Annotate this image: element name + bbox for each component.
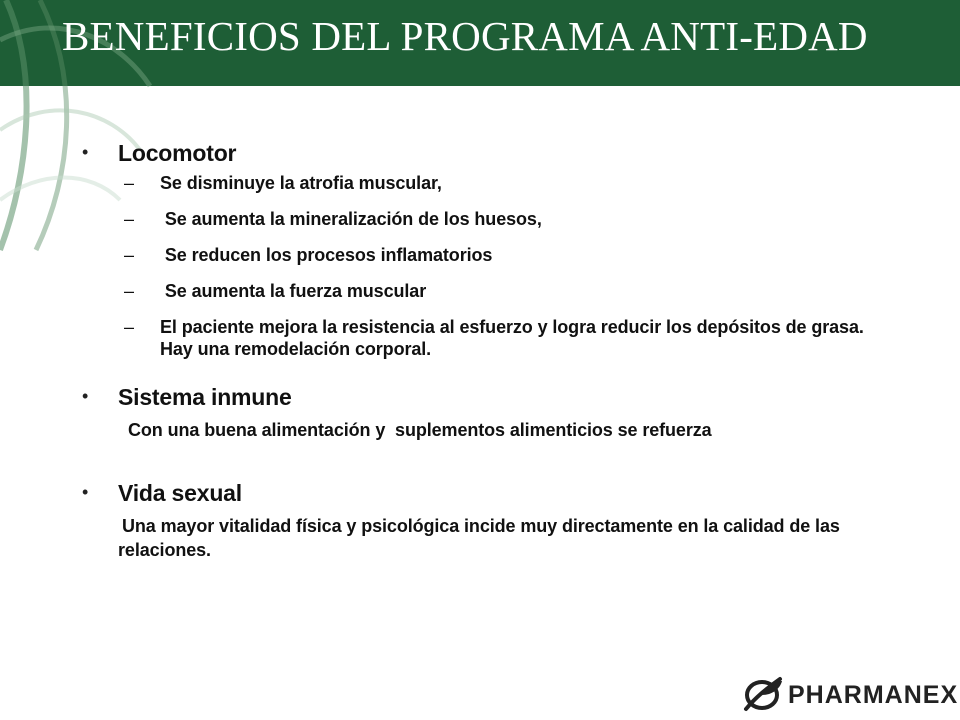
dash-marker: –	[124, 281, 134, 301]
section-heading: Sistema inmune	[118, 384, 292, 410]
slide-title: BENEFICIOS DEL PROGRAMA ANTI-EDAD	[62, 13, 868, 59]
section-text: Con una buena alimentación y suplementos alimenticios se refuerza	[128, 420, 712, 440]
list-item	[124, 280, 882, 302]
list-item-text: Se disminuye la atrofia muscular,	[160, 173, 442, 193]
list-item-text: Se reducen los procesos inflamatorios	[160, 245, 493, 265]
list-item-text: Se aumenta la mineralización de los huesos,	[160, 209, 542, 229]
bullet: •	[82, 142, 89, 162]
pharmanex-leaf-icon	[740, 675, 784, 715]
sub-list	[82, 172, 882, 360]
list-item	[124, 208, 882, 230]
section-vida-sexual	[82, 478, 882, 562]
bullet: •	[82, 386, 89, 406]
list-item	[124, 316, 882, 360]
section-heading: Vida sexual	[118, 480, 242, 506]
slide-content	[82, 138, 882, 562]
dash-marker: –	[124, 245, 134, 265]
pharmanex-logo	[740, 673, 958, 717]
section-locomotor	[82, 138, 882, 360]
list-item	[124, 244, 882, 266]
list-item-text: El paciente mejora la resistencia al esfuerzo y logra reducir los depósitos de grasa. Hay una remodelación corporal.	[160, 317, 864, 359]
section-heading: Locomotor	[118, 140, 237, 166]
dash-marker: –	[124, 173, 134, 193]
bullet: •	[82, 482, 89, 502]
section-text: Una mayor vitalidad física y psicológica incide muy directamente en la calidad de las relaciones.	[118, 516, 840, 560]
section-sistema-inmune	[82, 382, 882, 442]
dash-marker: –	[124, 317, 134, 337]
list-item	[124, 172, 882, 194]
logo-text: PHARMANEX	[788, 680, 959, 709]
list-item-text: Se aumenta la fuerza muscular	[160, 281, 427, 301]
dash-marker: –	[124, 209, 134, 229]
